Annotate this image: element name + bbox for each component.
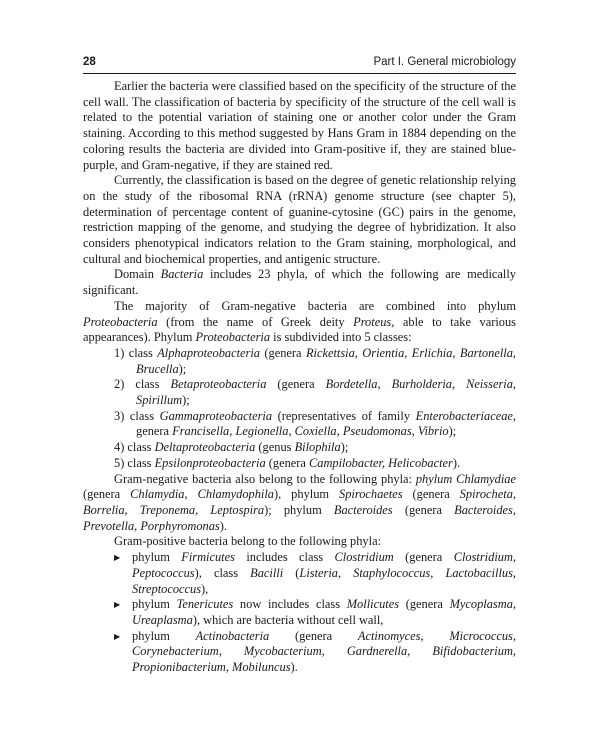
class-list-item: 2) class Betaproteobacteria (genera Bordetella, Burholderia, Neisseria, Spirillum);	[114, 377, 517, 408]
paragraph-gram-staining: Earlier the bacteria were classified based on the specificity of the structure of the cell wall. The classification of bacteria by specificity of the structure of the cell wall is related to the potential variation of staining one or another color under the Gram staining. According to this method suggested by Hans Gram in 1884 depending on the coloring results the bacteria are divided into Gram-positive if, they are stained blue-purple, and Gram-negative, if they are stained red.	[83, 79, 516, 172]
bullet-triangle-icon: ▶	[114, 553, 121, 563]
bullet-triangle-icon: ▶	[114, 631, 121, 641]
header-rule	[83, 73, 516, 74]
class-list-item: 4) class Deltaproteobacteria (genus Bilophila);	[114, 440, 349, 455]
paragraph-domain-bacteria: Domain Bacteria includes 23 phyla, of which the following are medically significant.	[83, 267, 516, 298]
phylum-list-item: ▶ phylum Firmicutes includes class Clostridium (genera Clostridium, Peptococcus), class Bacilli (Listeria, Staphylococcus, Lactobacillus, Streptococcus),	[114, 550, 516, 596]
phylum-list-item: ▶ phylum Actinobacteria (genera Actinomyces, Micrococcus, Corynebacterium, Mycobacterium, Gardnerella, Bifidobacterium, Propionibacterium, Mobiluncus).	[114, 628, 516, 675]
paragraph-proteobacteria: The majority of Gram-negative bacteria are combined into phylum Proteobacteria (from the name of Greek deity Proteus, able to take various appearances). Phylum Proteobacteria is subdivided into 5 classes:	[83, 298, 516, 345]
paragraph-current-classification: Currently, the classification is based on the degree of genetic relationship relying on the study of the ribosomal RNA (rRNA) genome structure (see chapter 5), determination of percentage content of guanine-cytosine (GC) pairs in the genome, restriction mapping of the genome, and studying the degree of hybridization. It also considers phenotypical indicators relation to the Gram staining, morphological, and cultural and biochemical properties, and antigenic structure.	[83, 173, 516, 266]
phylum-list-item: ▶ phylum Tenericutes now includes class Mollicutes (genera Mycoplasma, Ureaplasma), which are bacteria without cell wall,	[114, 597, 516, 627]
class-list-item: 1) class Alphaproteobacteria (genera Rickettsia, Orientia, Erlichia, Bartonella, Brucella);	[114, 345, 516, 376]
running-head: Part I. General microbiology	[373, 56, 516, 68]
paragraph-gram-positive-intro: Gram-positive bacteria belong to the following phyla:	[114, 534, 382, 549]
page-header	[83, 56, 516, 72]
body-text	[83, 79, 516, 676]
paragraph-gram-negative-phyla: Gram-negative bacteria also belong to the following phyla: phylum Chlamydiae (genera Chlamydia, Chlamydophila), phylum Spirochaetes (genera Spirocheta, Borrelia, Treponema, Leptospira); phylum Bacteroides (genera Bacteroides, Prevotella, Porphyromonas).	[83, 471, 517, 533]
bullet-triangle-icon: ▶	[114, 600, 121, 610]
class-list-item: 3) class Gammaproteobacteria (representatives of family Enterobacteriaceae, genera Francisella, Legionella, Coxiella, Pseudomonas, Vibrio);	[114, 408, 516, 439]
class-list-item: 5) class Epsilonproteobacteria (genera Campilobacter, Helicobacter).	[114, 455, 461, 470]
page-number: 28	[83, 56, 96, 68]
